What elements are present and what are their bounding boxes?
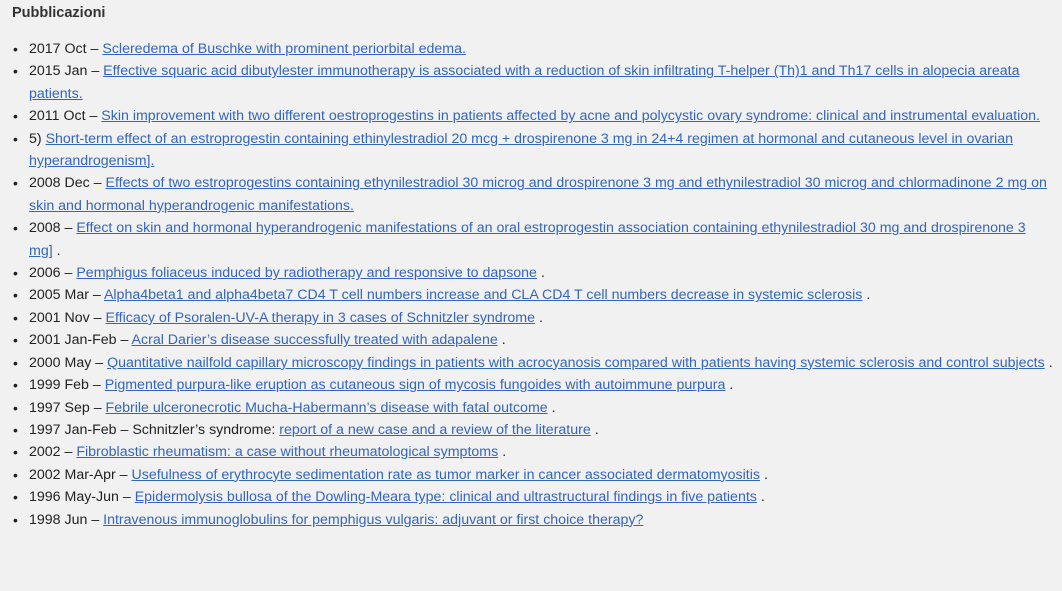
publication-link[interactable]: Quantitative nailfold capillary microscopy findings in patients with acrocyanosis compared with patients having systemic sclerosis and control subjects [107,354,1045,371]
bullet-icon: • [13,377,18,394]
publication-link[interactable]: Epidermolysis bullosa of the Dowling-Meara type: clinical and ultrastructural findings in five patients [134,489,757,506]
publication-date: 2008 Dec – [29,175,106,192]
bullet-icon: • [13,511,18,528]
publication-item [12,284,1059,306]
publication-link[interactable]: report of a new case and a review of the literature [279,421,591,438]
publication-date: 2017 Oct – [29,41,103,57]
publication-suffix: . [866,287,871,304]
publication-suffix: . [1048,354,1053,371]
publication-item [12,217,1059,262]
bullet-icon: • [13,41,18,57]
bullet-icon: • [13,309,18,326]
publication-date: 2005 Mar – [29,287,104,304]
publication-date: 2002 – [29,444,77,461]
bullet-icon: • [13,63,18,80]
bullet-icon: • [13,399,18,416]
publication-item [12,374,1059,396]
publication-link[interactable]: Scleredema of Buschke with prominent periorbital edema. [102,41,466,57]
publication-suffix: . [539,309,543,326]
bullet-icon: • [13,220,18,237]
section-heading: Pubblicazioni [12,5,106,21]
publication-suffix: . [502,444,507,461]
bullet-icon: • [13,175,18,192]
publication-date: 2000 May – [29,354,108,371]
publication-link[interactable]: Effects of two estroprogestins containing ethynilestradiol 30 microg and drospirenone 3 mg and ethynilestradiol 30 microg and chlormadinone 2 mg on skin and hormonal hyperandrogenic manifestations. [29,175,1047,214]
publication-item [12,441,1059,463]
publication-item [12,262,1059,284]
publication-link[interactable]: Pemphigus foliaceus induced by radiotherapy and responsive to dapsone [76,265,537,282]
publication-item [12,486,1059,508]
publication-date: 2011 Oct – [29,108,102,125]
publication-item [12,397,1059,419]
publication-list [12,38,1062,531]
publication-suffix: . [760,489,765,506]
publication-link[interactable]: Fibroblastic rheumatism: a case without rheumatological symptoms [76,444,499,461]
publication-date: 1998 Jun – [29,511,104,528]
publication-link[interactable]: Effective squaric acid dibutylester immunotherapy is associated with a reduction of skin infiltrating T-helper (Th)1 and Th17 cells in alopecia areata patients. [29,63,1020,102]
publication-link[interactable]: Short-term effect of an estroprogestin containing ethinylestradiol 20 mcg + drospirenone 3 mg in 24+4 regimen at hormonal and cutaneous level in ovarian hyperandrogenism]. [29,130,1013,170]
publication-suffix: . [729,377,734,394]
publication-date: 2002 Mar-Apr – [29,466,132,483]
publication-date: 1997 Jan-Feb – Schnitzler’s syndrome: [29,421,280,438]
publication-item [12,419,1059,441]
bullet-icon: • [13,130,18,147]
publication-date: 2008 – [29,220,77,237]
publication-item [12,464,1059,486]
publication-link[interactable]: Febrile ulceronecrotic Mucha-Habermann’s disease with fatal outcome [105,399,548,416]
bullet-icon: • [13,108,18,125]
publication-suffix: . [56,242,61,259]
publication-date: 2001 Jan-Feb – [29,332,132,349]
publication-link[interactable]: Intravenous immunoglobulins for pemphigus vulgaris: adjuvant or first choice therapy? [103,511,644,528]
publication-suffix: . [551,399,556,416]
bullet-icon: • [13,287,18,304]
publication-date: 1996 May-Jun – [29,489,135,506]
publication-date: 2006 – [29,265,77,282]
publication-date: 2015 Jan – [29,63,104,80]
publication-date: 5) [29,130,46,147]
bullet-icon: • [13,265,18,282]
publication-item [12,128,1059,173]
publication-link[interactable]: Efficacy of Psoralen-UV-A therapy in 3 cases of Schnitzler syndrome [105,309,536,326]
publication-suffix: . [501,332,506,349]
publication-item [12,105,1059,127]
bullet-icon: • [13,421,18,438]
publication-item [12,352,1059,374]
publication-item [12,307,1059,329]
publication-date: 1999 Feb – [29,377,105,394]
publication-link[interactable]: Skin improvement with two different oestroprogestins in patients affected by acne and polycystic ovary syndrome: clinical and instrumental evaluation. [101,108,1040,125]
publication-link[interactable]: Alpha4beta1 and alpha4beta7 CD4 T cell numbers increase and CLA CD4 T cell numbers decrease in systemic sclerosis [103,287,863,304]
publication-link[interactable]: Effect on skin and hormonal hyperandrogenic manifestations of an oral estroprogestin association containing ethynilestradiol 30 mg and drospirenone 3 mg] [29,220,1026,259]
publication-item [12,172,1059,217]
bullet-icon: • [13,444,18,461]
publication-item [12,509,1059,531]
publication-item [12,329,1059,351]
publication-link[interactable]: Usefulness of erythrocyte sedimentation rate as tumor marker in cancer associated dermatomyositis [131,466,760,483]
publication-date: 2001 Nov – [29,309,106,326]
bullet-icon: • [13,332,18,349]
bullet-icon: • [13,466,18,483]
publication-link[interactable]: Acral Darier’s disease successfully treated with adapalene [131,332,498,349]
bullet-icon: • [13,489,18,506]
publication-suffix: . [763,466,768,483]
publication-item [12,60,1059,105]
publication-suffix: . [540,265,545,282]
publication-link[interactable]: Pigmented purpura-like eruption as cutaneous sign of mycosis fungoides with autoimmune purpura [104,377,726,394]
publication-item [12,38,1059,60]
bullet-icon: • [13,354,18,371]
publication-date: 1997 Sep – [29,399,106,416]
publication-suffix: . [594,421,599,438]
